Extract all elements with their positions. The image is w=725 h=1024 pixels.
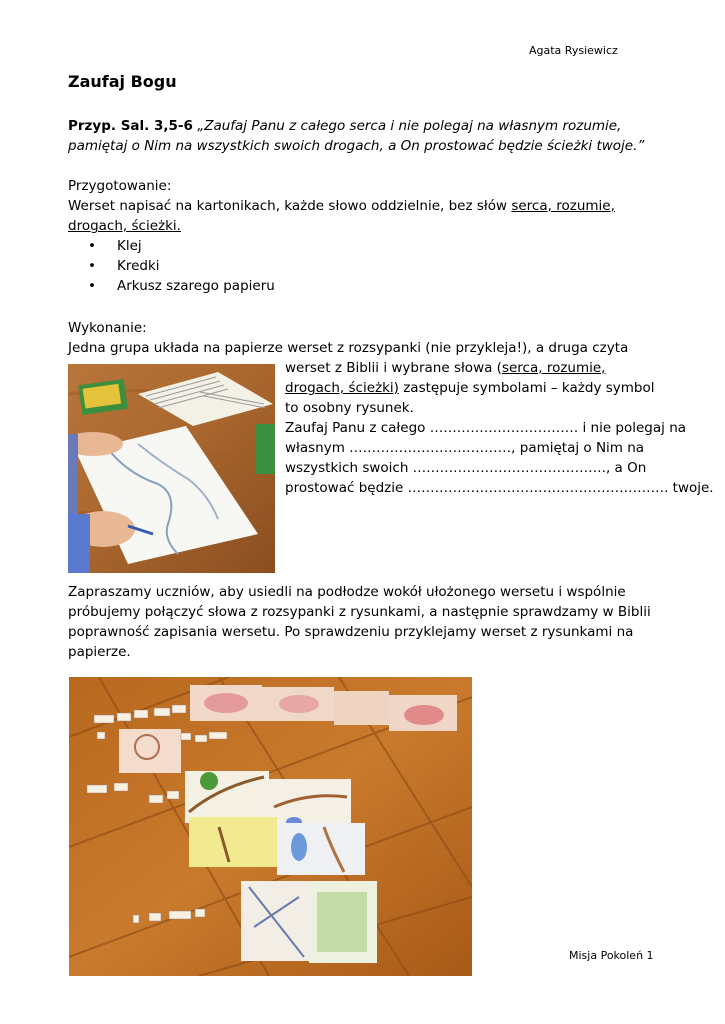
scripture-quote: „Zaufaj Panu z całego serca i nie polegaj na własnym rozumie, pamiętaj o Nim na wszystkich swoich drogach, a On prostować będzie ścieżki twoje.” <box>68 118 645 154</box>
scripture-reference <box>68 116 668 156</box>
list-item: • Arkusz szarego papieru <box>68 276 668 296</box>
photo-floor-verse <box>69 677 472 976</box>
fill-in-line-3: wszystkich swoich ……………………………………., a On <box>285 460 647 476</box>
execution-line-1: Jedna grupa układa na papierze werset z rozsypanki (nie przykleja!), a druga czyta <box>68 340 629 356</box>
execution-line-3 <box>285 378 675 398</box>
execution-line-3-text: zastępuje symbolami – każdy symbol <box>398 380 655 396</box>
materials-list <box>68 236 668 296</box>
execution-underlined-2: drogach, ścieżki) <box>285 380 399 396</box>
preparation-text-main: Werset napisać na kartonikach, każde słowo oddzielnie, bez słów <box>68 198 512 214</box>
scripture-label: Przyp. Sal. 3,5-6 <box>68 118 193 134</box>
execution-line-2 <box>285 358 675 378</box>
execution-line-2-text: werset z Biblii i wybrane słowa ( <box>285 360 502 376</box>
header-author: Agata Rysiewicz <box>529 44 618 57</box>
fill-in-line-4: prostować będzie …………………………………………………. twoje. <box>285 480 714 496</box>
fill-in-line-1: Zaufaj Panu z całego …………………………… i nie polegaj na <box>285 420 687 436</box>
photo-drawing-table-image <box>68 364 275 573</box>
preparation-section <box>68 176 668 296</box>
execution-heading: Wykonanie: <box>68 320 147 336</box>
preparation-text <box>68 196 668 236</box>
fill-in-line-2: własnym ………………………………, pamiętaj o Nim na <box>285 440 645 456</box>
preparation-underlined-words: serca, rozumie, drogach, ścieżki. <box>68 198 615 234</box>
execution-right-text <box>285 358 714 498</box>
list-item: • Kredki <box>68 256 668 276</box>
closing-paragraph: Zapraszamy uczniów, aby usiedli na podłodze wokół ułożonego wersetu i wspólnie próbujemy połączyć słowa z rozsypanki z rysunkami, a następnie sprawdzamy w Biblii poprawność zapisania wersetu. Po sprawdzeniu przyklejamy werset z rysunkami na papierze. <box>68 584 651 660</box>
list-item: • Klej <box>68 236 668 256</box>
footer-text: Misja Pokoleń 1 <box>569 949 654 962</box>
execution-line-4: to osobny rysunek. <box>285 400 414 416</box>
preparation-heading: Przygotowanie: <box>68 178 172 194</box>
execution-underlined-1: serca, rozumie, <box>501 360 606 376</box>
photo-drawing-table <box>68 364 275 573</box>
photo-floor-verse-image <box>69 677 472 976</box>
page-title: Zaufaj Bogu <box>68 72 177 91</box>
